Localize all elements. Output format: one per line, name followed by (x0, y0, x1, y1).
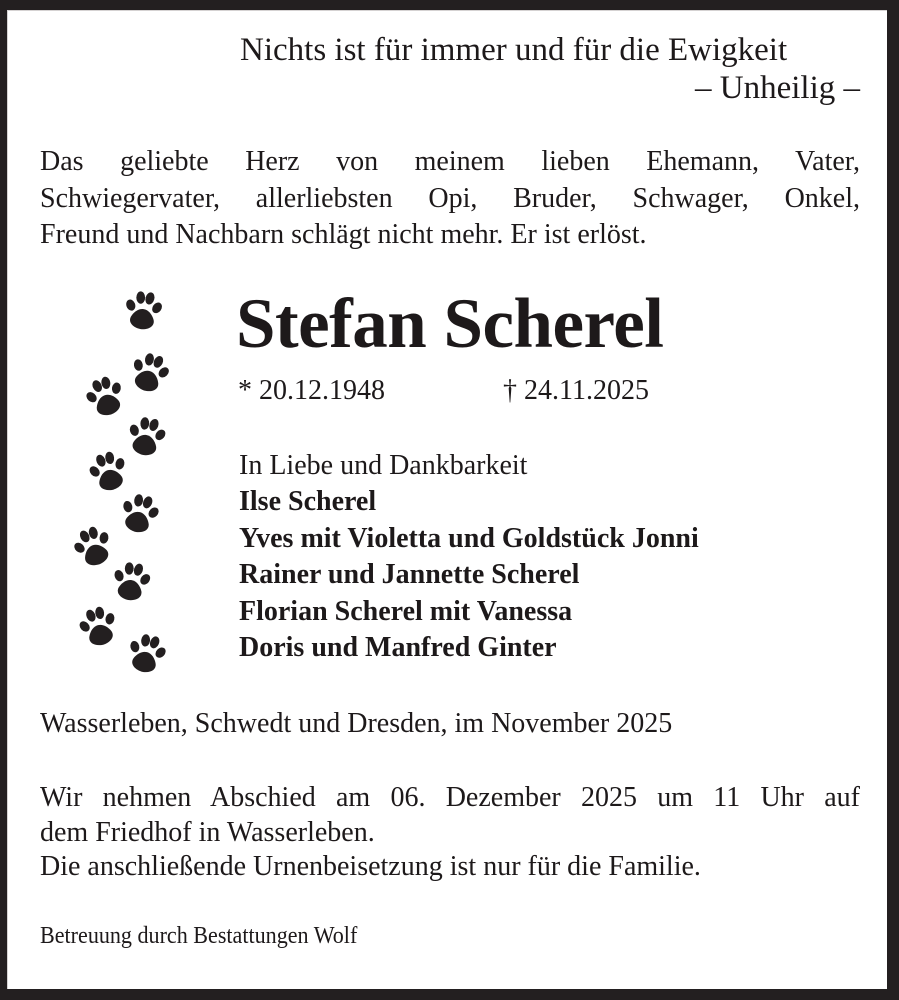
family-intro-line: In Liebe und Dankbarkeit (239, 450, 528, 481)
mourner-name: Rainer und Jannette Scherel (239, 559, 580, 591)
mourner-name: Yves mit Violetta und Goldstück Jonni (239, 522, 699, 554)
funeral-line: Wir nehmen Abschied am 06. Dezember 2025 um 11 Uhr auf (40, 782, 860, 813)
funeral-home-note: Betreuung durch Bestattungen Wolf (40, 923, 358, 949)
paw-print-icon (112, 489, 166, 543)
mourner-name: Ilse Scherel (239, 486, 377, 517)
obituary-intro-paragraph (40, 144, 860, 254)
paw-print-icon (118, 288, 168, 338)
paw-print-icon (119, 629, 173, 683)
mourners-list (239, 484, 699, 667)
intro-line: Schwiegervater, allerliebsten Opi, Bruder, Schwager, Onkel, (40, 182, 860, 214)
mourner-name: Florian Scherel mit Vanessa (239, 595, 573, 627)
paw-print-icon (72, 602, 126, 656)
intro-line: Das geliebte Herz von meinem lieben Ehemann, Vater, (40, 146, 860, 177)
epigraph-text: Nichts ist für immer und für die Ewigkeit (240, 32, 788, 68)
mourner-name: Doris und Manfred Ginter (239, 632, 557, 664)
epigraph-attribution: – Unheilig – (695, 70, 860, 106)
death-date: † 24.11.2025 (503, 375, 649, 406)
paw-print-icon (120, 413, 172, 465)
funeral-line: Die anschließende Urnenbeisetzung ist nur für die Familie. (40, 851, 701, 882)
funeral-announcement (40, 781, 860, 885)
funeral-line: dem Friedhof in Wasserleben. (40, 816, 375, 848)
life-dates (238, 374, 758, 408)
epigraph (240, 31, 860, 107)
birth-date: * 20.12.1948 (238, 375, 385, 406)
intro-line: Freund und Nachbarn schlägt nicht mehr. Er ist erlöst. (40, 219, 647, 250)
places-date-line: Wasserleben, Schwedt und Dresden, im November 2025 (40, 708, 673, 739)
deceased-name: Stefan Scherel (236, 285, 664, 363)
paw-print-icon (121, 347, 176, 402)
